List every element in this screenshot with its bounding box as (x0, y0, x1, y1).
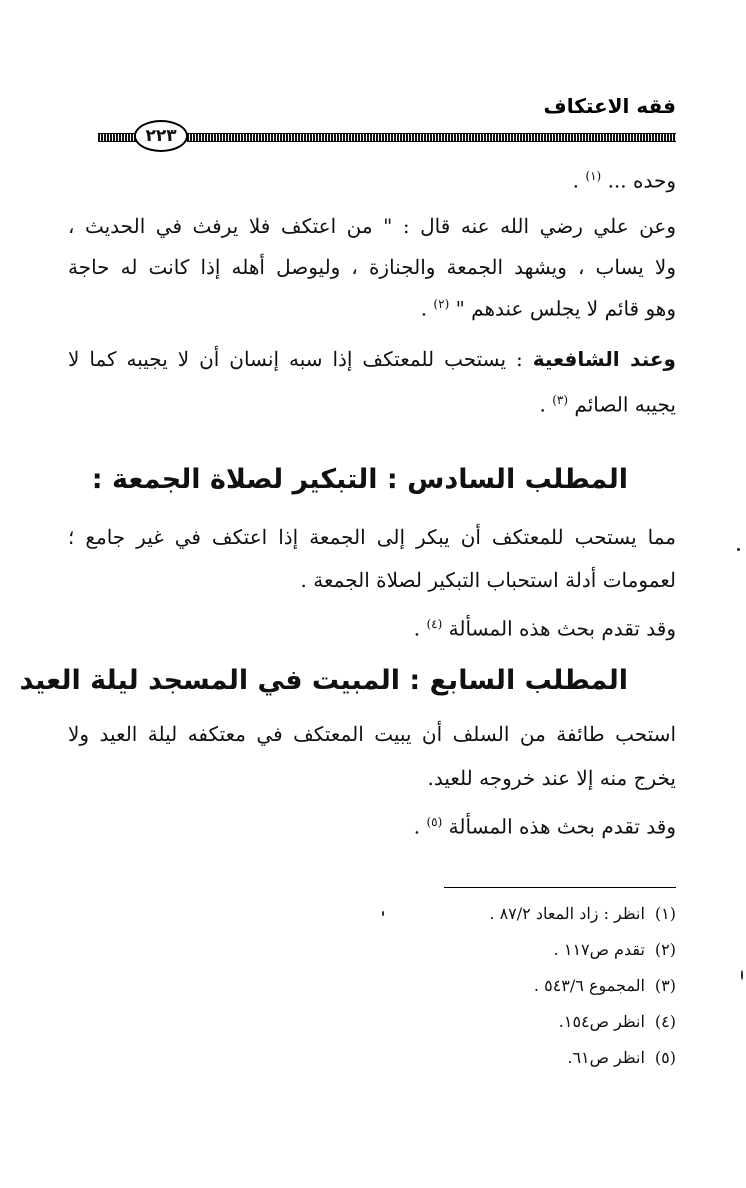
text-span: : يستحب للمعتكف إذا سبه إنسان أن لا يجيبه كما لا (68, 347, 533, 371)
bold-term: وعند الشافعية (532, 347, 676, 371)
scan-speck (382, 911, 384, 916)
text-line: مما يستحب للمعتكف أن يبكر إلى الجمعة إذا اعتكف في غير جامع ؛ (68, 525, 676, 549)
text-line: ولا يساب ، ويشهد الجمعة والجنازة ، وليوصل أهله إذا كانت له حاجة (68, 255, 676, 279)
footnote-ref: (٤) (426, 617, 443, 631)
footnote (559, 1014, 676, 1030)
footnote-text: المجموع ٥٤٣/٦ . (533, 976, 645, 995)
text-line: يخرج منه إلا عند خروجه للعيد. (427, 766, 676, 790)
footnote-text: تقدم ص١١٧ . (553, 940, 645, 959)
section-heading: المطلب السادس : التبكير لصلاة الجمعة : (91, 464, 628, 495)
footnote (534, 978, 676, 994)
text-span: . (413, 616, 421, 641)
footnote (489, 906, 676, 922)
footnote-separator (444, 887, 676, 888)
footnote-number: (٢) (654, 940, 676, 959)
footnote-text: انظر : زاد المعاد ٨٧/٢ . (489, 904, 645, 923)
footnote-ref: (١) (585, 169, 602, 183)
footnote-number: (٣) (654, 976, 676, 995)
footnote (554, 942, 676, 958)
footnote-number: (١) (654, 904, 676, 923)
section-heading: المطلب السابع : المبيت في المسجد ليلة العيد (19, 665, 628, 696)
scan-speck (741, 970, 743, 980)
header-rule-right (187, 133, 676, 142)
footnote-ref: (٥) (426, 815, 443, 829)
page-number: ٢٢٣ (134, 120, 188, 152)
text-line (414, 816, 676, 837)
text-line: استحب طائفة من السلف أن يبيت المعتكف في معتكفه ليلة العيد ولا (68, 722, 676, 746)
footnote-ref: (٢) (433, 297, 450, 311)
footnote (567, 1050, 676, 1066)
text-span: . (420, 296, 428, 321)
text-line (573, 170, 676, 191)
text-span: . (539, 392, 546, 417)
text-span: وحده ... (607, 168, 676, 193)
text-span: . (413, 814, 421, 839)
text-span: . (572, 168, 580, 193)
text-line: لعمومات أدلة استحباب التبكير لصلاة الجمعة . (300, 568, 676, 592)
text-line: وعن علي رضي الله عنه قال : " من اعتكف فلا يرفث في الحديث ، (68, 214, 676, 238)
text-line (421, 298, 676, 319)
text-span: وهو قائم لا يجلس عندهم " (455, 296, 676, 321)
scan-speck (737, 548, 740, 551)
text-line (414, 618, 676, 639)
text-span: وقد تقدم بحث هذه المسألة (448, 814, 676, 839)
footnote-number: (٥) (654, 1048, 676, 1067)
footnote-ref: (٣) (552, 393, 569, 407)
footnote-text: انظر ص١٥٤. (558, 1012, 645, 1031)
footnote-text: انظر ص٦١. (567, 1048, 645, 1067)
text-span: وقد تقدم بحث هذه المسألة (448, 616, 676, 641)
text-line (68, 349, 676, 369)
text-line (540, 394, 677, 415)
text-span: يجيبه الصائم (574, 392, 676, 417)
footnote-number: (٤) (654, 1012, 676, 1031)
header-rule-left (98, 133, 136, 142)
running-title: فقه الاعتكاف (543, 94, 676, 118)
